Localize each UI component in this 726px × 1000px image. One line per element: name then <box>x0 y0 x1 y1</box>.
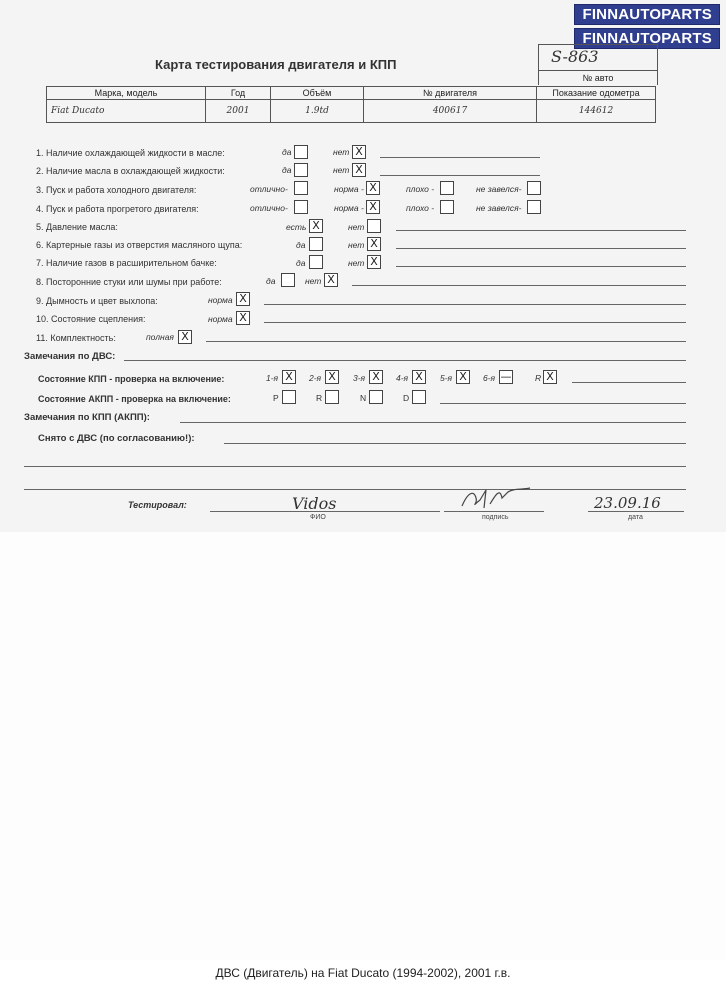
value-year: 2001 <box>206 100 271 123</box>
option-yes: да <box>266 276 276 286</box>
check-row: 1. Наличие охлаждающей жидкости в масле: <box>36 148 225 158</box>
checkbox[interactable] <box>309 255 323 269</box>
auto-state-label: Состояние АКПП - проверка на включение: <box>38 394 231 404</box>
notes-line <box>380 175 540 176</box>
checkbox-checked[interactable]: X <box>352 145 366 159</box>
stock-number-box <box>538 44 658 71</box>
option-not-started: не завелся- <box>476 203 522 213</box>
notes-line <box>396 266 686 267</box>
vehicle-table <box>46 86 656 123</box>
checkbox-checked[interactable]: X <box>324 273 338 287</box>
checkbox[interactable] <box>440 200 454 214</box>
value-engine-number: 400617 <box>364 100 537 123</box>
value-odometer: 144612 <box>537 100 656 123</box>
value-volume: 1.9td <box>271 100 364 123</box>
check-row: 9. Дымность и цвет выхлопа: <box>36 296 158 306</box>
name-line <box>210 511 440 512</box>
option-excellent: отлично- <box>250 184 288 194</box>
option-no: нет <box>333 165 350 175</box>
notes-line <box>264 322 686 323</box>
checkbox[interactable] <box>527 200 541 214</box>
check-row: 10. Состояние сцепления: <box>36 314 146 324</box>
checkbox[interactable] <box>309 237 323 251</box>
date-caption: дата <box>628 514 643 521</box>
notes-line <box>396 230 686 231</box>
option-yes: да <box>296 258 306 268</box>
notes-line <box>124 360 686 361</box>
checkbox[interactable] <box>294 163 308 177</box>
checkbox-dash[interactable]: — <box>500 370 512 383</box>
header-volume: Объём <box>271 87 364 100</box>
checkbox-checked[interactable]: X <box>309 219 323 233</box>
checkbox-checked[interactable]: X <box>352 163 366 177</box>
notes-line <box>380 157 540 158</box>
notes-line <box>440 403 686 404</box>
engine-remarks-label: Замечания по ДВС: <box>24 351 116 362</box>
checkbox-checked[interactable]: X <box>456 370 470 384</box>
checkbox[interactable] <box>294 200 308 214</box>
option-no: нет <box>333 147 350 157</box>
option-no: нет <box>305 276 322 286</box>
check-row: 5. Давление масла: <box>36 222 118 232</box>
notes-line <box>24 466 686 467</box>
checkbox-checked[interactable]: X <box>236 292 250 306</box>
option-no: нет <box>348 258 365 268</box>
header-model: Марка, модель <box>47 87 206 100</box>
gear-label: R <box>535 373 542 383</box>
notes-line <box>206 341 686 342</box>
check-row: 3. Пуск и работа холодного двигателя: <box>36 185 197 195</box>
checkbox-checked[interactable]: X <box>367 237 381 251</box>
option-normal: норма <box>208 295 233 305</box>
notes-line <box>396 248 686 249</box>
notes-line <box>352 285 686 286</box>
check-row: 4. Пуск и работа прогретого двигателя: <box>36 204 199 214</box>
gear-label: 5-я <box>440 373 453 383</box>
option-not-started: не завелся- <box>476 184 522 194</box>
option-yes: да <box>296 240 306 250</box>
auto-gear-label: R <box>316 393 323 403</box>
checkbox[interactable] <box>412 390 426 404</box>
auto-gear-label: D <box>403 393 410 403</box>
value-model: Fiat Ducato <box>47 100 206 123</box>
gear-label: 3-я <box>353 373 366 383</box>
check-row: 6. Картерные газы из отверстия масляного щупа: <box>36 240 243 250</box>
gearbox-state-label: Состояние КПП - проверка на включение: <box>38 374 225 384</box>
option-no: нет <box>348 240 365 250</box>
auto-gear-label: N <box>360 393 367 403</box>
image-caption: ДВС (Двигатель) на Fiat Ducato (1994-2002), 2001 г.в. <box>215 966 511 980</box>
checkbox-checked[interactable]: X <box>236 311 250 325</box>
checkbox-checked[interactable]: X <box>325 370 339 384</box>
option-bad: плохо - <box>406 203 435 213</box>
checkbox[interactable] <box>282 390 296 404</box>
removed-label: Снято с ДВС (по согласованию!): <box>38 433 195 444</box>
checkbox[interactable] <box>281 273 295 287</box>
check-row: 11. Комплектность: <box>36 333 116 343</box>
checkbox-checked[interactable]: X <box>543 370 557 384</box>
option-yes: да <box>282 165 292 175</box>
gear-label: 1-я <box>266 373 279 383</box>
checkbox[interactable] <box>369 390 383 404</box>
notes-line <box>264 304 686 305</box>
header-engine-number: № двигателя <box>364 87 537 100</box>
option-no: нет <box>348 222 365 232</box>
name-caption: ФИО <box>310 514 326 521</box>
signature-line <box>444 511 544 512</box>
checkbox[interactable] <box>294 145 308 159</box>
signature-image <box>456 484 536 514</box>
option-bad: плохо - <box>406 184 435 194</box>
option-present: есть <box>286 222 307 232</box>
checkbox-checked[interactable]: X <box>367 255 381 269</box>
checkbox-checked[interactable]: X <box>366 181 380 195</box>
checkbox[interactable] <box>325 390 339 404</box>
checkbox-checked[interactable]: X <box>412 370 426 384</box>
checkbox-checked[interactable]: X <box>178 330 192 344</box>
gear-label: 6-я <box>483 373 496 383</box>
option-normal: норма - <box>334 203 364 213</box>
date-line <box>588 511 684 512</box>
auto-gear-label: P <box>273 393 279 403</box>
option-normal: норма - <box>334 184 364 194</box>
signature-caption: подпись <box>482 514 509 521</box>
checkbox-checked[interactable]: X <box>369 370 383 384</box>
tested-label: Тестировал: <box>128 500 187 510</box>
notes-line <box>180 422 686 423</box>
checkbox[interactable] <box>367 219 381 233</box>
checkbox-checked[interactable]: X <box>366 200 380 214</box>
form-title: Карта тестирования двигателя и КПП <box>155 57 397 72</box>
checkbox-checked[interactable]: X <box>282 370 296 384</box>
notes-line <box>24 489 686 490</box>
option-normal: норма <box>208 314 233 324</box>
watermark-logo: FINNAUTOPARTS <box>574 28 720 49</box>
header-year: Год <box>206 87 271 100</box>
check-row: 7. Наличие газов в расширительном бачке: <box>36 258 217 268</box>
stock-number: S-863 <box>551 47 599 66</box>
watermark-logo: FINNAUTOPARTS <box>574 4 720 25</box>
header-odometer: Показание одометра <box>537 87 656 100</box>
checkbox[interactable] <box>440 181 454 195</box>
tester-name: Vidos <box>292 494 337 513</box>
option-excellent: отлично- <box>250 203 288 213</box>
test-date: 23.09.16 <box>594 494 661 512</box>
notes-line <box>572 382 686 383</box>
option-yes: да <box>282 147 292 157</box>
stock-label: № авто <box>538 70 658 85</box>
notes-line <box>224 443 686 444</box>
gear-label: 2-я <box>309 373 322 383</box>
scan-blank-area <box>0 532 726 960</box>
option-full: полная <box>146 332 174 342</box>
gearbox-remarks-label: Замечания по КПП (АКПП): <box>24 412 150 423</box>
checkbox[interactable] <box>294 181 308 195</box>
check-row: 8. Посторонние стуки или шумы при работе: <box>36 277 222 287</box>
check-row: 2. Наличие масла в охлаждающей жидкости: <box>36 166 225 176</box>
gear-label: 4-я <box>396 373 409 383</box>
checkbox[interactable] <box>527 181 541 195</box>
